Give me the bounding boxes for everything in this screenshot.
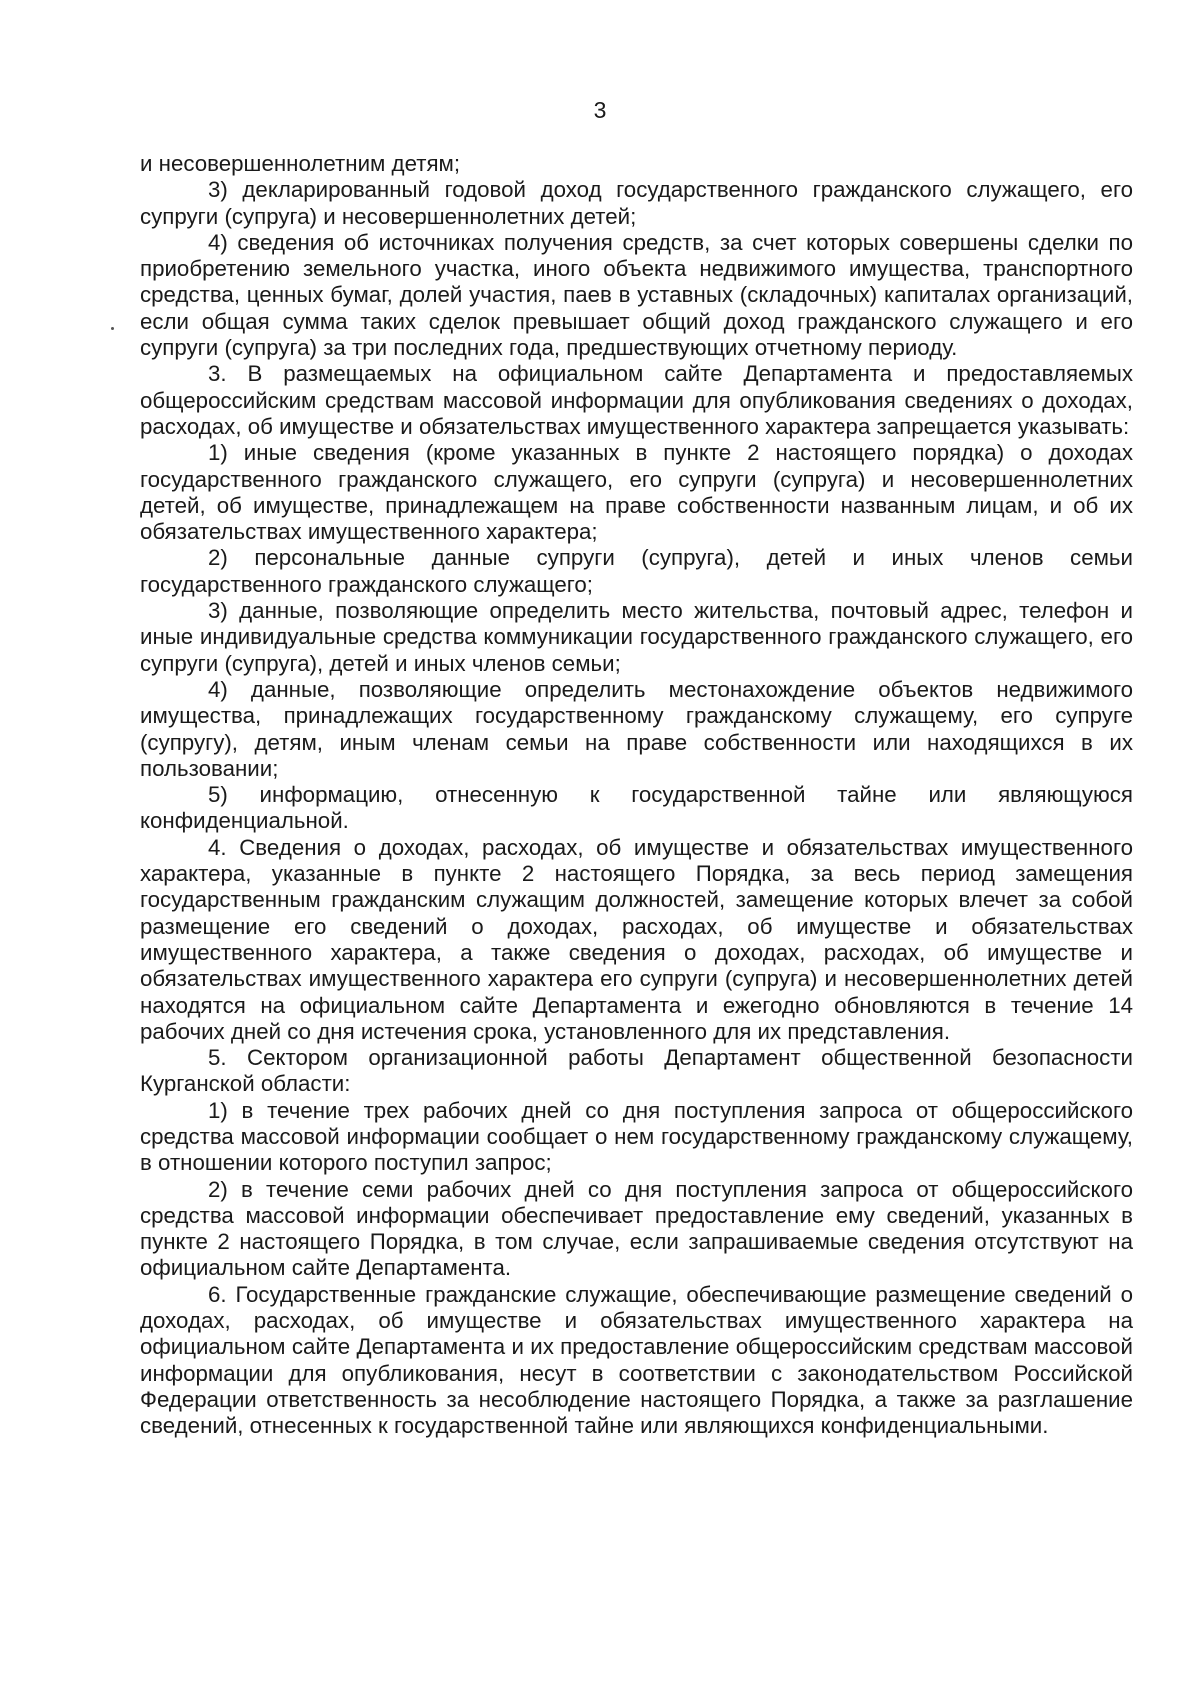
paragraph-section-5-item-2: 2) в течение семи рабочих дней со дня поступления запроса от общероссийского средства массовой информации обеспечивает предоставление ему сведений, указанных в пункте 2 настоящего Порядка, в том случае, если запрашиваемые сведения отсутствуют на официальном сайте Департамента. [140, 1176, 1133, 1281]
paragraph-item-4: 4) сведения об источниках получения средств, за счет которых совершены сделки по приобретению земельного участка, иного объекта недвижимого имущества, транспортного средства, ценных бумаг, долей участия, паев в уставных (складочных) капиталах организаций, если общая сумма таких сделок превышает общий доход гражданского служащего и его супруги (супруга) за три последних года, предшествующих отчетному периоду. [140, 229, 1133, 361]
paragraph-section-3-item-2: 2) персональные данные супруги (супруга), детей и иных членов семьи государственного гражданского служащего; [140, 545, 1133, 597]
paragraph-section-3-item-3: 3) данные, позволяющие определить место жительства, почтовый адрес, телефон и иные индивидуальные средства коммуникации государственного гражданского служащего, его супруги (супруга), детей и иных членов семьи; [140, 598, 1133, 676]
paragraph-section-3-item-5: 5) информацию, отнесенную к государственной тайне или являющуюся конфиденциальной. [140, 782, 1133, 834]
paragraph-section-3: 3. В размещаемых на официальном сайте Департамента и предоставляемых общероссийским средствам массовой информации для опубликования сведениях о доходах, расходах, об имуществе и обязательствах имущественного характера запрещается указывать: [140, 361, 1133, 439]
page-number: 3 [593, 97, 607, 123]
document-body [140, 151, 1133, 1440]
paragraph-section-5: 5. Сектором организационной работы Департамент общественной безопасности Курганской области: [140, 1045, 1133, 1097]
paragraph-section-6: 6. Государственные гражданские служащие, обеспечивающие размещение сведений о доходах, расходах, об имуществе и обязательствах имущественного характера на официальном сайте Департамента и их предоставление общероссийским средствам массовой информации для опубликования, несут в соответствии с законодательством Российской Федерации ответственность за несоблюдение настоящего Порядка, а также за разглашение сведений, отнесенных к государственной тайне или являющихся конфиденциальными. [140, 1281, 1133, 1439]
paragraph-section-5-item-1: 1) в течение трех рабочих дней со дня поступления запроса от общероссийского средства массовой информации сообщает о нем государственному гражданскому служащему, в отношении которого поступил запрос; [140, 1097, 1133, 1176]
paragraph-continuation: и несовершеннолетним детям; [140, 151, 461, 176]
paragraph-section-3-item-1: 1) иные сведения (кроме указанных в пункте 2 настоящего порядка) о доходах государственного гражданского служащего, его супруги (супруга) и несовершеннолетних детей, об имуществе, принадлежащем на праве собственности названным лицам, и об их обязательствах имущественного характера; [140, 440, 1133, 545]
paragraph-section-4: 4. Сведения о доходах, расходах, об имуществе и обязательствах имущественного характера, указанные в пункте 2 настоящего Порядка, за весь период замещения государственным гражданским служащим должностей, замещение которых влечет за собой размещение его сведений о доходах, расходах, об имуществе и обязательствах имущественного характера, а также сведения о доходах, расходах, об имуществе и обязательствах имущественного характера его супруги (супруга) и несовершеннолетних детей находятся на официальном сайте Департамента и ежегодно обновляются в течение 14 рабочих дней со дня истечения срока, установленного для их представления. [140, 834, 1133, 1044]
paragraph-section-3-item-4: 4) данные, позволяющие определить местонахождение объектов недвижимого имущества, принадлежащих государственному гражданскому служащему, его супруге (супругу), детям, иным членам семьи на праве собственности или находящихся в их пользовании; [140, 676, 1133, 781]
scan-artifact-dot [111, 327, 114, 330]
paragraph-item-3: 3) декларированный годовой доход государственного гражданского служащего, его супруги (супруга) и несовершеннолетних детей; [140, 177, 1133, 229]
